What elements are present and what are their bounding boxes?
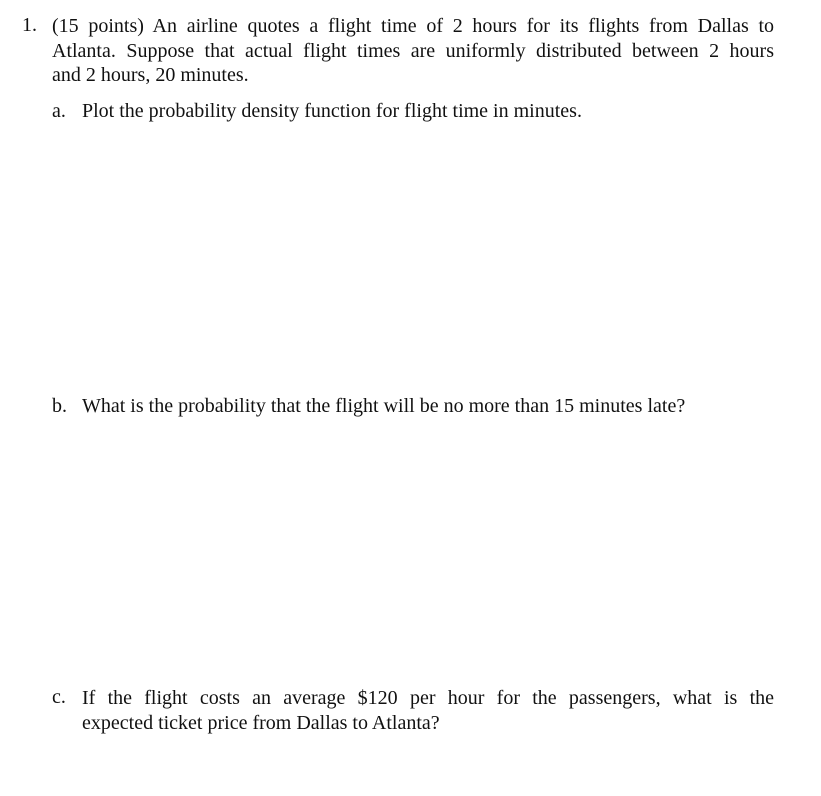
part-line: If the flight costs an average $120 per hour for the passengers, what is the [82, 687, 774, 709]
part-label: c. [52, 686, 66, 708]
part-label: a. [52, 100, 66, 122]
stem-line: and 2 hours, 20 minutes. [52, 64, 249, 86]
question-stem [52, 14, 774, 88]
part-text: Plot the probability density function for flight time in minutes. [82, 100, 582, 122]
question-number: 1. [22, 14, 37, 36]
stem-line: (15 points) An airline quotes a flight time of 2 hours for its flights from Dallas to [52, 15, 774, 37]
part-text: What is the probability that the flight will be no more than 15 minutes late? [82, 395, 686, 417]
part-label: b. [52, 395, 67, 417]
part-line: expected ticket price from Dallas to Atlanta? [82, 711, 440, 734]
stem-line: Atlanta. Suppose that actual flight times are uniformly distributed between 2 hours [52, 39, 774, 62]
part-text [82, 686, 774, 735]
